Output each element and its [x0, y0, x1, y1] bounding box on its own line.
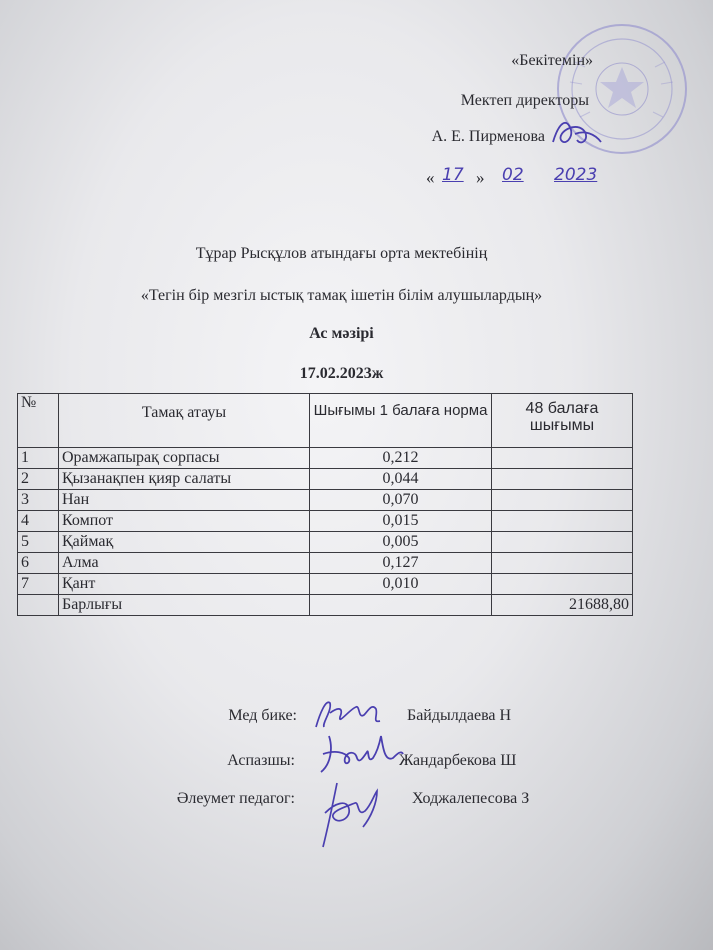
- row-norm: 0,005: [310, 532, 492, 553]
- row-number: 2: [18, 469, 59, 490]
- row-dish: Қызанақпен қияр салаты: [59, 469, 310, 490]
- table-row: [18, 574, 633, 595]
- row-number: 5: [18, 532, 59, 553]
- row-number: 4: [18, 511, 59, 532]
- table-total-row: [18, 595, 633, 616]
- column-header-norm: Шығымы 1 балаға норма: [310, 394, 492, 448]
- director-name: А. Е. Пирменова: [431, 128, 545, 145]
- row-total: [492, 490, 633, 511]
- row-dish: Алма: [59, 553, 310, 574]
- column-header-number: №: [18, 394, 59, 448]
- signature-role-cook: Аспазшы:: [227, 752, 295, 769]
- row-number: 1: [18, 448, 59, 469]
- date-day: 17: [442, 165, 464, 185]
- row-norm: 0,044: [310, 469, 492, 490]
- date-close-quote: »: [476, 168, 485, 187]
- menu-date: 17.02.2023ж: [299, 365, 384, 382]
- row-dish: Нан: [59, 490, 310, 511]
- date-open-quote: «: [426, 168, 435, 187]
- signature-role-nurse: Мед бике:: [228, 707, 297, 724]
- signature-name-nurse: Байдылдаева Н: [407, 707, 512, 724]
- director-position: Мектеп директоры: [460, 92, 589, 109]
- column-header-dish: Тамақ атауы: [59, 394, 310, 448]
- row-norm: 0,127: [310, 553, 492, 574]
- row-norm: 0,070: [310, 490, 492, 511]
- total-label: Барлығы: [59, 595, 310, 616]
- row-total: [492, 469, 633, 490]
- signature-name-cook: Жандарбекова Ш: [399, 752, 517, 769]
- row-dish: Орамжапырақ сорпасы: [59, 448, 310, 469]
- social-pedagogue-signature: [315, 773, 390, 853]
- row-total: [492, 553, 633, 574]
- row-total: [492, 574, 633, 595]
- nurse-signature: [310, 693, 385, 733]
- row-number: 7: [18, 574, 59, 595]
- row-total: [492, 532, 633, 553]
- table-row: [18, 490, 633, 511]
- signature-role-social-pedagogue: Әлеумет педагог:: [176, 790, 295, 807]
- table-row: [18, 532, 633, 553]
- approval-label: «Бекітемін»: [511, 52, 593, 69]
- table-row: [18, 448, 633, 469]
- table-row: [18, 553, 633, 574]
- table-row: [18, 511, 633, 532]
- school-name: Тұрар Рысқұлов атындағы орта мектебінің: [195, 245, 488, 262]
- row-norm: 0,010: [310, 574, 492, 595]
- row-total: [492, 511, 633, 532]
- row-dish: Қаймақ: [59, 532, 310, 553]
- column-header-total: 48 балаға шығымы: [492, 394, 633, 448]
- row-norm: 0,212: [310, 448, 492, 469]
- total-row-number: [18, 595, 59, 616]
- row-norm: 0,015: [310, 511, 492, 532]
- date-month: 02: [502, 165, 524, 185]
- table-header-row: [18, 394, 633, 448]
- menu-table: [17, 393, 633, 616]
- table-row: [18, 469, 633, 490]
- row-number: 3: [18, 490, 59, 511]
- total-value: 21688,80: [492, 595, 633, 616]
- total-norm-empty: [310, 595, 492, 616]
- row-total: [492, 448, 633, 469]
- menu-title: Ас мәзірі: [309, 325, 374, 342]
- program-name: «Тегін бір мезгіл ыстық тамақ ішетін білім алушылардың»: [140, 287, 543, 304]
- director-signature: [545, 112, 605, 157]
- date-year: 2023: [554, 165, 598, 185]
- signature-name-social-pedagogue: Ходжалепесова З: [412, 790, 530, 807]
- row-number: 6: [18, 553, 59, 574]
- row-dish: Қант: [59, 574, 310, 595]
- approval-date: [426, 165, 626, 193]
- row-dish: Компот: [59, 511, 310, 532]
